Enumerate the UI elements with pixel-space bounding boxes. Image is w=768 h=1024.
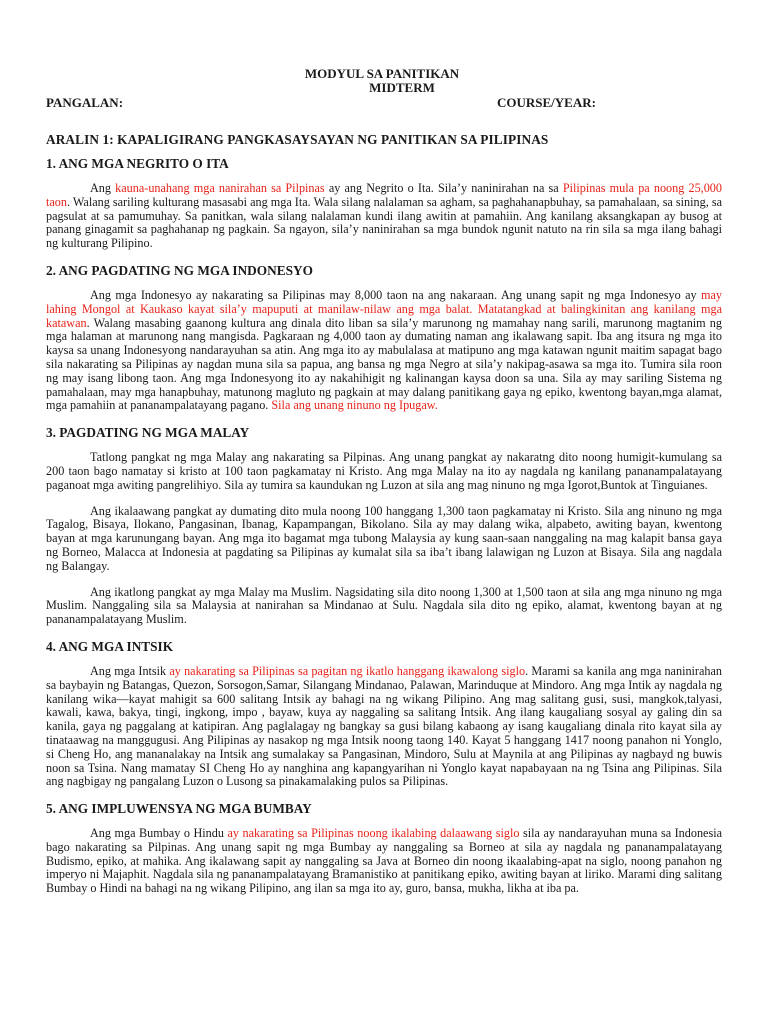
highlight-text: ay nakarating sa Pilipinas sa pagitan ng ikatlo hanggang ikawalong siglo bbox=[169, 663, 526, 678]
section-bumbay bbox=[46, 801, 722, 896]
section-malay bbox=[46, 425, 722, 627]
paragraph: Ang kauna-unahang mga nanirahan sa Pilpinas ay ang Negrito o Ita. Sila’y naninirahan na sa Pilipinas mula pa noong 25,000 taon. Walang sariling kulturang masasabi ang mga Ita. Wala silang nalalaman sa agham, sa paghahanapbuhay, sa pamahalaan, sa sining, sa pagsulat at sa pamumuhay. Sa panitkan, wala silang nalalaman kundi ilang awitin at pamahiin. Ang kanilang aksangkapan ay busog at panang ginagamit sa paghahanap ng pagkain. Sa ngayon, sila’y naninirahan sa mga bundok ngunit natuto na rin sila sa mga ilang bahagi ng kulturang Pilipino. bbox=[46, 181, 722, 251]
paragraph: Ang mga Intsik ay nakarating sa Pilipinas sa pagitan ng ikatlo hanggang ikawalong siglo. Marami sa kanila ang mga naninirahan sa baybayin ng Batangas, Quezon, Sorsogon,Samar, Silangang Mindanao, Palawan, Marinduque at Mindoro. Ang mga Intik ay nagdala ng kanilang wika—kayat mahigit sa 600 salitang Intsik ay bahagi na ng wikang Pilipino. Ang mag salitang gusi, susi, mangkok,talyasi, kawali, kawa, bakya, tingi, ingkong, impo , bayaw, kuya ay naggaling sa salitang Intsik. Ang ilang kaugaliang sosyal ay galing din sa kanila, gaya ng paggalang at katipiran. Ang paglalagay ng bangkay sa gusi bilang kabaong ay isang kaugaliang dinala rito kayat sila ay tinataawag na manggugusi. Ang Pilipinas ay nasakop ng mga Intsik noong taong 140. Kayat 5 hanggang 1417 noong panahon ni Yonglo, si Cheng Ho, ang mananalakay na Intsik ang sumalakay sa Pangasinan, Mindoro, Sulu at Maynila at ang Pilipinas ay nagbayd ng buwis noon sa Tsina. Nang mamatay SI Cheng Ho ay nanghina ang kapangyarihan ni Yonglo kayat napabayaan na ng Tsina ang Pilipinas. Sila ang nagbigay ng pangalang Luzon o Lusong sa pinakamalaking pulos sa Pilipinas. bbox=[46, 663, 722, 789]
paragraph: Ang ikalaawang pangkat ay dumating dito mula noong 100 hanggang 1,300 taon pagkamatay ni Kristo. Sila ang ninuno ng mga Tagalog, Bisaya, Ilokano, Pangasinan, Ibanag, Kapampangan, Bikolano. Sila ay may dalang wika, alpabeto, awiting bayan, kwentong bayan at mga karunungang bayan. Ang mga ito bagamat mga tubong Malaysia ay kung saan-saan nanggaling na mag kalapit bansa gaya ng Borneo, Malacca at Indonesia at pagdating sa Pilipinas ay kumalat sila sa iba’t ibang lalawigan ng Luzon at Bisaya. Sila ang nagdala ng Balangay. bbox=[46, 503, 722, 573]
module-subtitle: MIDTERM bbox=[369, 80, 435, 95]
lesson-content bbox=[46, 156, 722, 908]
section-heading: 2. ANG PAGDATING NG MGA INDONESYO bbox=[46, 262, 313, 278]
course-year-label: COURSE/YEAR: bbox=[497, 95, 596, 110]
section-heading: 1. ANG MGA NEGRITO O ITA bbox=[46, 156, 229, 171]
name-label: PANGALAN: bbox=[46, 95, 124, 110]
highlight-text: kauna-unahang mga nanirahan sa Pilpinas bbox=[115, 181, 325, 195]
highlight-text: Pilipinas mula pa noong 25,000 taon bbox=[46, 181, 722, 209]
section-negrito bbox=[46, 156, 722, 251]
highlight-text: ay nakarating sa Pilipinas noong ikalabing dalaawang siglo bbox=[227, 826, 524, 841]
highlight-text: Sila ang unang ninuno ng Ipugaw. bbox=[271, 398, 438, 413]
section-heading: 5. ANG IMPLUWENSYA NG MGA BUMBAY bbox=[46, 801, 312, 817]
section-heading: 4. ANG MGA INTSIK bbox=[46, 638, 174, 654]
module-title: MODYUL SA PANITIKAN bbox=[304, 66, 460, 81]
lesson-title: ARALIN 1: KAPALIGIRANG PANGKASAYSAYAN NG PANITIKAN SA PILIPINAS bbox=[46, 132, 549, 147]
section-indonesyo bbox=[46, 263, 722, 413]
section-intsik bbox=[46, 639, 722, 789]
section-heading: 3. PAGDATING NG MGA MALAY bbox=[46, 425, 250, 441]
paragraph: Ang ikatlong pangkat ay mga Malay ma Muslim. Nagsidating sila dito noong 1,300 at 1,500 taon at sila ang mga ninuno ng mga Muslim. Nanggaling sila sa Malaysia at nanirahan sa Mindanao at Sulu. Nagdala sila dito ng epiko, alamat, kwentong bayan at ng pananampalatayang Muslim. bbox=[46, 584, 722, 627]
paragraph: Ang mga Bumbay o Hindu ay nakarating sa Pilipinas noong ikalabing dalaawang siglo sila ay nandarayuhan muna sa Indonesia bago nakarating sa Pilpinas. Ang unang sapit ng mga Bumbay ay nanggaling sa Borneo at sila ay nagdala ng pananampalatayang Budismo, epiko, at mahika. Ang ikalawang sapit ay nanggaling sa Java at Borneo din noong ikaalabing-apat na siglo, noong panahon ng imperyo ni Majaphit. Nagdala sila ng pananampalatayang Bramanistiko at panitikang epiko, awiting bayan at liriko. Marami ding salitang Bumbay o Hindi na bahagi na ng wikang Pilipino, ang ilan sa mga ito ay, guro, bansa, mukha, likha at iba pa. bbox=[46, 826, 723, 896]
paragraph: Tatlong pangkat ng mga Malay ang nakarating sa Pilpinas. Ang unang pangkat ay nakaratng dito noong humigit-kumulang sa 200 taon bago namatay si kristo at 100 taon pagkamatay ni Kristo. Ang mga Malay na ito ay nagdala ng kanilang pananampalatayang paganoat mga awiting pangrelihiyo. Sila ay tumira sa kaundukan ng Luzon at sila ang mag ninuno ng mga Igorot,Buntok at Tinguianes. bbox=[46, 450, 722, 492]
paragraph: Ang mga Indonesyo ay nakarating sa Pilipinas may 8,000 taon na ang nakaraan. Ang unang sapit ng mga Indonesyo ay may lahing Mongol at Kaukaso kayat sila’y mapuputi at manilaw-nilaw ang mga balat. Matatangkad at balingkinitan ang kanilang mga katawan. Walang masabing gaanong kultura ang dinala dito liban sa sila’y marunong ng mamahay nang sarili, marunong magtanim ng mga halaman at marunong nang mangisda. Pagkaraan ng 4,000 taon ay dumating naman ang ikalawang sapit. Iba ang itsura ng mga ito kaysa sa unang Indonesyong nandarayuhan sa atin. Ang mga ito ay mabulalasa at matipuno ang mga katawan ngunit maitim sapagat bago sila nakarating sa Pilipinas ay nagdan muna sila sa papua, ang bansa ng mga Negro at sila’y nakipag-asawa sa mga ito. Tumira sila roon ng may isang libong taon. Ang mga Indonesyong ito ay nakahihigit ng kalinangan kaysa doon sa una. Sila ay may sariling Sistema ng pamahalaan, may mga hanapbuhay, matunong magluto ng pagkain at may dalang panitikang gaya ng epiko, kwentong bayan,mga alamat, mga pamahiin at pananampalatayang pagano. Sila ang unang ninuno ng Ipugaw. bbox=[46, 287, 722, 413]
highlight-text: may lahing Mongol at Kaukaso kayat sila’y mapuputi at manilaw-nilaw ang mga balat. Matatangkad at balingkinitan ang kanilang mga katawan bbox=[46, 287, 722, 330]
